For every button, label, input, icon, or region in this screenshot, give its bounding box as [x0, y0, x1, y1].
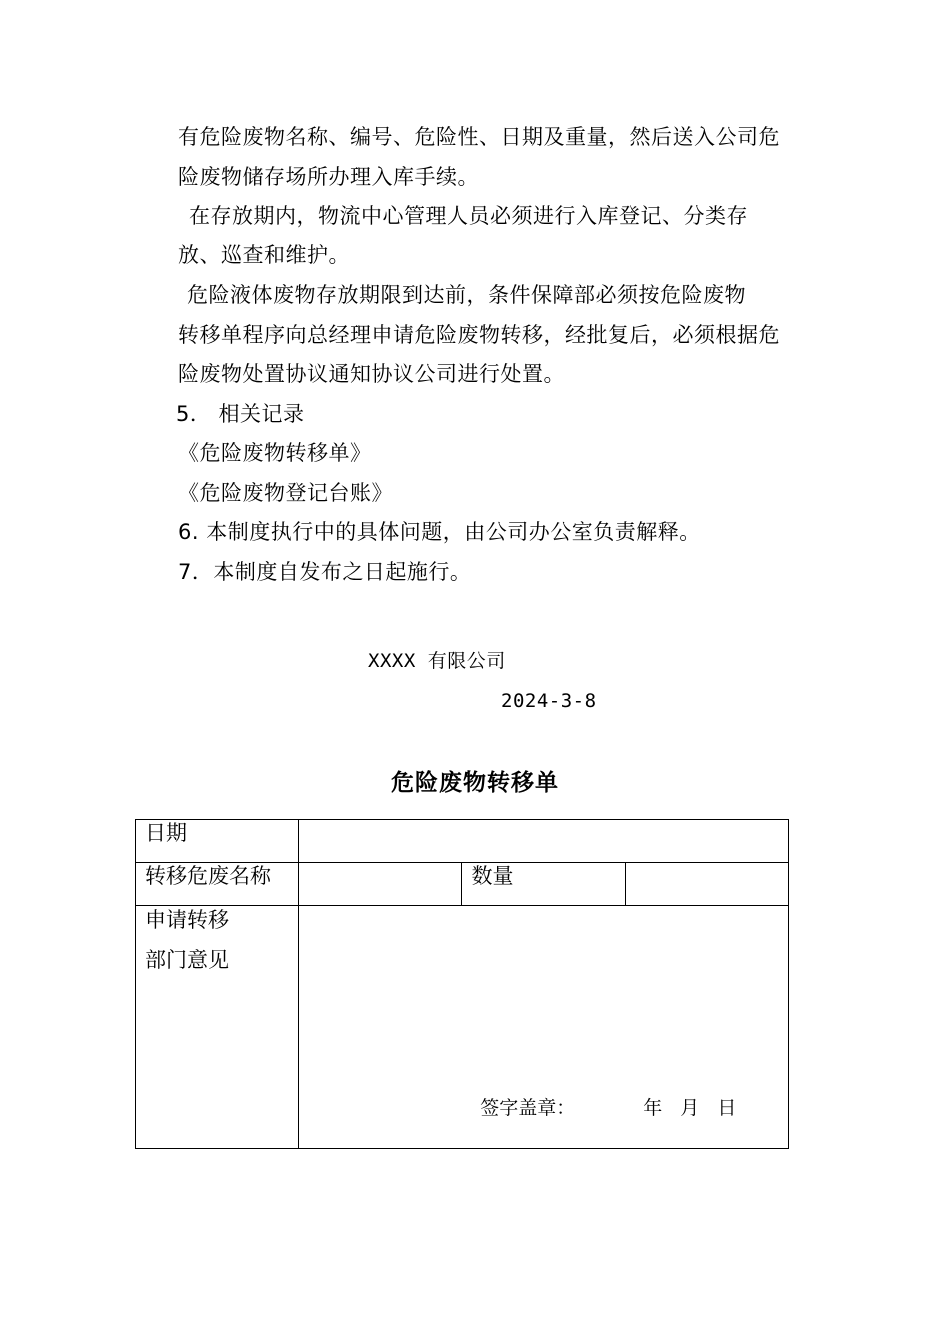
department-opinion-label	[136, 906, 299, 1149]
transfer-form-table	[135, 819, 789, 1149]
record-item: 《危险废物转移单》	[178, 441, 372, 465]
table-row	[136, 820, 789, 863]
paragraph-line: 6. 本制度执行中的具体问题，由公司办公室负责解释。	[178, 520, 701, 544]
table-row	[136, 863, 789, 906]
company-name: XXXX 有限公司	[368, 650, 506, 672]
signature-stamp-label: 签字盖章：	[480, 1097, 576, 1119]
record-item: 《危险废物登记台账》	[178, 481, 393, 505]
paragraph-line: 险废物储存场所办理入库手续。	[178, 165, 479, 189]
paragraph-line: 在存放期内，物流中心管理人员必须进行入库登记、分类存	[189, 204, 748, 228]
document-date: 2024-3-8	[501, 690, 597, 712]
section-heading: 5． 相关记录	[176, 402, 305, 426]
quantity-label: 数量	[462, 863, 625, 906]
opinion-label-line: 部门意见	[145, 948, 229, 972]
table-row	[136, 906, 789, 1149]
opinion-label-line: 申请转移	[145, 908, 229, 932]
year-month-day-label: 年 月 日	[643, 1097, 737, 1119]
form-title: 危险废物转移单	[391, 770, 559, 796]
date-value-cell	[299, 820, 789, 863]
paragraph-line: 危险液体废物存放期限到达前，条件保障部必须按危险废物	[187, 283, 746, 307]
waste-name-label: 转移危废名称	[136, 863, 299, 906]
waste-name-value-cell	[299, 863, 462, 906]
paragraph-line: 7．本制度自发布之日起施行。	[178, 560, 472, 584]
quantity-value-cell	[625, 863, 788, 906]
paragraph-line: 险废物处置协议通知协议公司进行处置。	[178, 362, 565, 386]
paragraph-line: 放、巡查和维护。	[178, 243, 350, 267]
date-label: 日期	[136, 820, 299, 863]
paragraph-line: 转移单程序向总经理申请危险废物转移，经批复后，必须根据危	[178, 323, 780, 347]
department-opinion-cell	[299, 906, 789, 1149]
paragraph-line: 有危险废物名称、编号、危险性、日期及重量，然后送入公司危	[178, 125, 780, 149]
